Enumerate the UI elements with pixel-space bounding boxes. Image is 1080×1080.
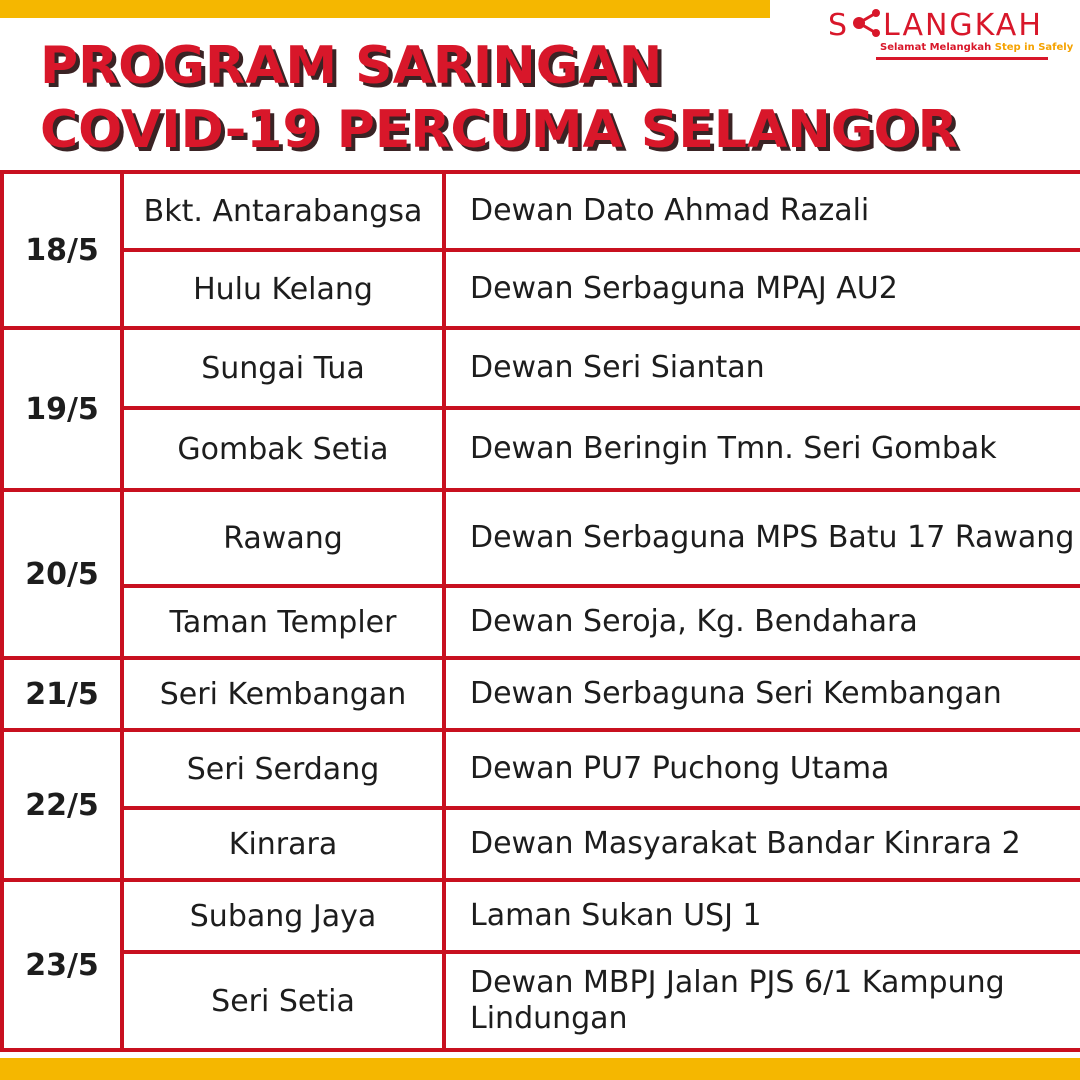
area-cell: Seri Serdang xyxy=(122,730,444,808)
area-cell: Gombak Setia xyxy=(122,408,444,490)
screening-schedule-table xyxy=(0,170,1080,1052)
bottom-accent-band xyxy=(0,1058,1080,1080)
venue-cell: Dewan Serbaguna MPS Batu 17 Rawang xyxy=(444,490,1080,586)
area-cell: Subang Jaya xyxy=(122,880,444,952)
date-cell: 20/5 xyxy=(2,490,122,658)
logo-letter-s: S xyxy=(828,8,850,43)
venue-cell: Dewan Seroja, Kg. Bendahara xyxy=(444,586,1080,658)
area-cell: Seri Kembangan xyxy=(122,658,444,730)
date-cell: 22/5 xyxy=(2,730,122,880)
area-cell: Kinrara xyxy=(122,808,444,880)
table-row xyxy=(2,172,1080,250)
page-title xyxy=(40,34,958,162)
table-row xyxy=(2,880,1080,952)
venue-cell: Dewan Serbaguna Seri Kembangan xyxy=(444,658,1080,730)
table-row xyxy=(2,658,1080,730)
venue-cell: Dewan Masyarakat Bandar Kinrara 2 xyxy=(444,808,1080,880)
venue-cell: Dewan MBPJ Jalan PJS 6/1 Kampung Lindungan xyxy=(444,952,1080,1050)
area-cell: Taman Templer xyxy=(122,586,444,658)
venue-cell: Dewan PU7 Puchong Utama xyxy=(444,730,1080,808)
venue-cell: Dewan Dato Ahmad Razali xyxy=(444,172,1080,250)
table-row xyxy=(2,952,1080,1050)
logo-letters: LANGKAH xyxy=(883,8,1043,43)
area-cell: Hulu Kelang xyxy=(122,250,444,328)
date-cell: 18/5 xyxy=(2,172,122,328)
table-row xyxy=(2,250,1080,328)
area-cell: Rawang xyxy=(122,490,444,586)
date-cell: 19/5 xyxy=(2,328,122,490)
table-row xyxy=(2,730,1080,808)
area-cell: Sungai Tua xyxy=(122,328,444,408)
table-row xyxy=(2,408,1080,490)
logo-tagline-english: Step in Safely xyxy=(994,42,1074,53)
area-cell: Seri Setia xyxy=(122,952,444,1050)
title-line-1: PROGRAM SARINGAN xyxy=(40,36,663,96)
table-row xyxy=(2,808,1080,880)
title-line-2: COVID-19 PERCUMA SELANGOR xyxy=(40,100,958,160)
venue-cell: Dewan Seri Siantan xyxy=(444,328,1080,408)
date-cell: 21/5 xyxy=(2,658,122,730)
table-row xyxy=(2,586,1080,658)
venue-cell: Dewan Serbaguna MPAJ AU2 xyxy=(444,250,1080,328)
venue-cell: Laman Sukan USJ 1 xyxy=(444,880,1080,952)
table-row xyxy=(2,328,1080,408)
date-cell: 23/5 xyxy=(2,880,122,1050)
table-row xyxy=(2,490,1080,586)
logo-tagline-malay: Selamat Melangkah xyxy=(880,42,992,53)
area-cell: Bkt. Antarabangsa xyxy=(122,172,444,250)
venue-cell: Dewan Beringin Tmn. Seri Gombak xyxy=(444,408,1080,490)
